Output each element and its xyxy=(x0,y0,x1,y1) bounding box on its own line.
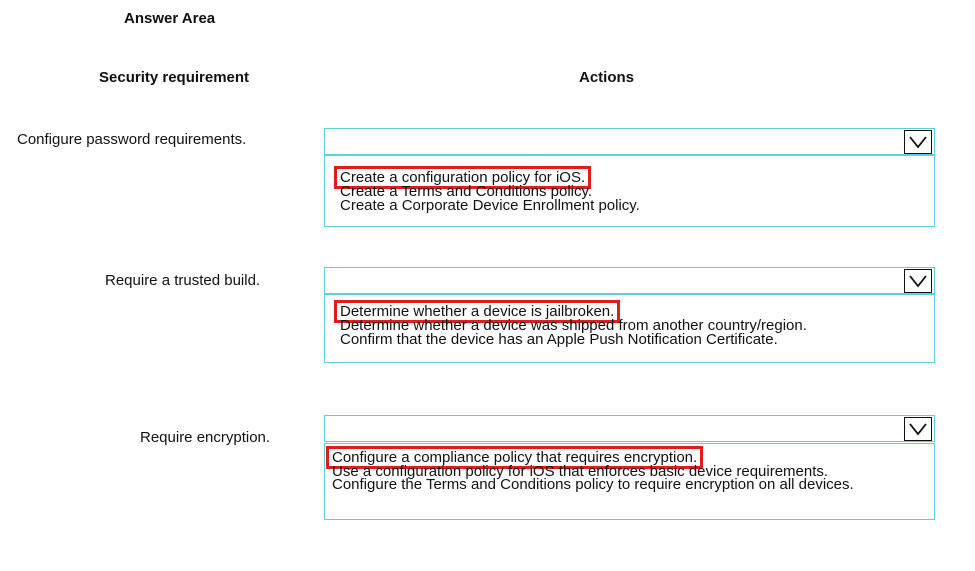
action-options-list-trusted-build xyxy=(324,294,935,363)
chevron-down-icon xyxy=(909,274,927,288)
requirement-label-password: Configure password requirements. xyxy=(17,131,247,148)
actions-header: Actions xyxy=(579,69,635,86)
answer-area-title: Answer Area xyxy=(124,10,216,27)
chevron-down-icon xyxy=(909,135,927,149)
chevron-down-icon xyxy=(909,422,927,436)
action-option[interactable]: Configure the Terms and Conditions policy to require encryption on all devices. xyxy=(332,476,854,493)
requirement-label-encryption: Require encryption. xyxy=(140,429,271,446)
dropdown-toggle-button[interactable] xyxy=(904,269,932,293)
requirement-label-trusted-build: Require a trusted build. xyxy=(105,272,261,289)
action-options-list-encryption xyxy=(324,443,935,520)
action-option[interactable]: Create a Corporate Device Enrollment policy. xyxy=(340,197,640,214)
action-option[interactable]: Use a configuration policy for iOS that enforces basic device requirements. xyxy=(332,463,829,480)
action-dropdown-encryption[interactable] xyxy=(324,415,935,442)
action-option[interactable]: Determine whether a device was shipped from another country/region. xyxy=(340,317,807,334)
security-requirement-header: Security requirement xyxy=(99,69,250,86)
action-dropdown-trusted-build[interactable] xyxy=(324,267,935,294)
action-option[interactable]: Create a configuration policy for iOS. xyxy=(340,169,586,186)
action-dropdown-password[interactable] xyxy=(324,128,935,155)
action-option[interactable]: Determine whether a device is jailbroken. xyxy=(340,303,615,320)
dropdown-toggle-button[interactable] xyxy=(904,417,932,441)
action-option[interactable]: Create a Terms and Conditions policy. xyxy=(340,183,593,200)
dropdown-toggle-button[interactable] xyxy=(904,130,932,154)
action-options-list-password xyxy=(324,155,935,227)
action-option[interactable]: Confirm that the device has an Apple Push Notification Certificate. xyxy=(340,331,778,348)
action-option[interactable]: Configure a compliance policy that requires encryption. xyxy=(332,449,698,466)
